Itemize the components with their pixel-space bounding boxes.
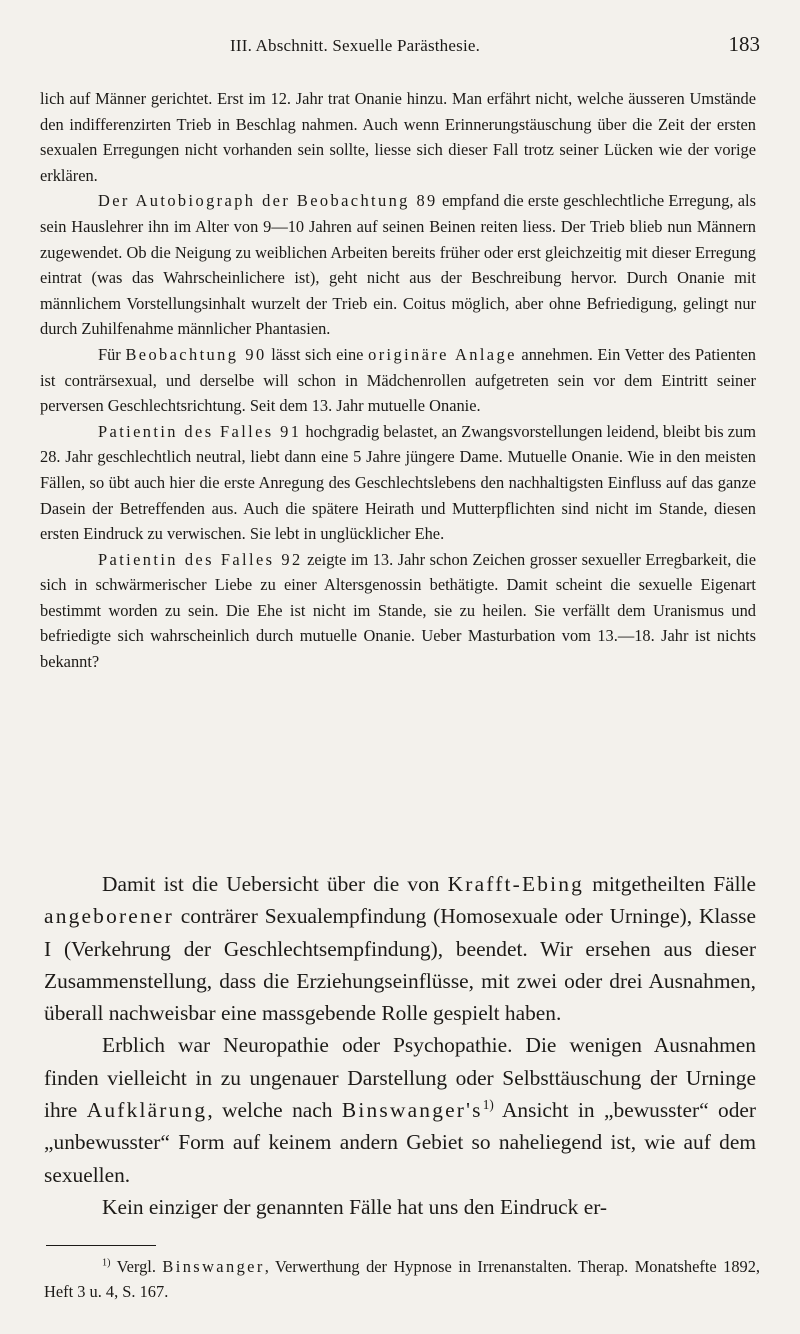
- footnote-text: $^{1)}$ Vergl. Binswanger, Verwerthung der Hypnose in Irrenanstalten. Therap. Monatshefte 1892, Heft 3 u. 4, S. 167.: [44, 1257, 760, 1301]
- footnote: [44, 1254, 760, 1304]
- running-title: III. Abschnitt. Sexuelle Parästhesie.: [230, 36, 481, 55]
- paragraph-observation-90: Für Beobachtung 90 lässt sich eine originäre Anlage annehmen. Ein Vetter des Patienten ist conträrsexual, und derselbe will schon in Mädchenrollen aufgetreten sein vor dem Eintritt seiner perversen Geschlechtsrichtung. Seit dem 13. Jahr mutuelle Onanie.: [40, 344, 756, 416]
- paragraph-heredity: Erblich war Neuropathie oder Psychopathie. Die wenigen Ausnahmen finden vielleicht in zu ungenauer Darstellung oder Selbsttäuschung der Urninge ihre Aufklärung, welche nach $Binswanger's^{1)}$ Ansicht in „bewusster“ oder „unbewusster“ Form auf keinem andern Gebiet so naheliegend ist, wie auf dem sexuellen.: [44, 1033, 757, 1187]
- paragraph-summary: Damit ist die Uebersicht über die von Krafft-Ebing mitgetheilten Fälle angeborener conträrer Sexualempfindung (Homosexuale oder Urninge), Klasse I (Verkehrung der Geschlechtsempfindung), beendet. Wir ersehen aus dieser Zusammenstellung, dass die Erziehungseinflüsse, mit zwei oder drei Ausnahmen, überall nachweisbar eine massgebende Rolle gespielt haben.: [44, 872, 756, 1026]
- page-number: 183: [728, 32, 760, 56]
- paragraph-continued: lich auf Männer gerichtet. Erst im 12. Jahr trat Onanie hinzu. Man erfährt nicht, welche äusseren Umstände den indifferenzirten Trieb in Beschlag nahmen. Auch wenn Erinnerungstäuschung über die Zeit der ersten sexualen Erregungen nicht vorhanden sein sollte, liesse sich dieser Fall trotz seiner Lücken wie der vorige erklären.: [40, 89, 756, 185]
- paragraph-closing: Kein einziger der genannten Fälle hat uns den Eindruck er-: [102, 1194, 608, 1219]
- paragraph-observation-89: Der Autobiograph der Beobachtung 89 empfand die erste geschlechtliche Erregung, als sein Hauslehrer ihn im Alter von 9—10 Jahren auf seinen Beinen reiten liess. Der Trieb blieb nun Männern zugewendet. Ob die Neigung zu weiblichen Arbeiten bereits früher oder erst gleichzeitig mit dieser Erregung eintrat (was das Wahrscheinlichere ist), geht nicht aus der Beschreibung hervor. Durch Onanie mit männlichem Vorstellungsinhalt wurzelt der Trieb ein. Coitus möglich, aber ohne Befriedigung, gelingt nur durch Zuhilfenahme männlicher Phantasien.: [40, 191, 756, 339]
- footnote-reference: 1): [482, 1096, 494, 1112]
- paragraph-case-91: Patientin des Falles 91 hochgradig belastet, an Zwangsvorstellungen leidend, bleibt bis zum 28. Jahr geschlechtlich neutral, liebt dann eine 5 Jahre jüngere Dame. Mutuelle Onanie. Wie in den meisten Fällen, so übt auch hier die erste Anregung des Geschlechtslebens den nachhaltigsten Einfluss auf das ganze Dasein der Betreffenden aus. Auch die spätere Heirath und Mutterpflichten sind nicht im Stande, diesen ersten Eindruck zu verwischen. Sie lebt in unglücklicher Ehe.: [40, 421, 756, 544]
- case-notes-block: [40, 86, 756, 675]
- footnote-marker: 1): [102, 1257, 111, 1269]
- running-header: [40, 32, 760, 62]
- paragraph-case-92: Patientin des Falles 92 zeigte im 13. Jahr schon Zeichen grosser sexueller Erregbarkeit, die sich in schwärmerischer Liebe zu einer Altersgenossin bethätigte. Damit scheint die sexuelle Eigenart bestimmt worden zu sein. Die Ehe ist nicht im Stande, sie zu heilen. Sie verfällt dem Uranismus und befriedigte sich wahrscheinlich durch mutuelle Onanie. Ueber Masturbation vom 13.—18. Jahr ist nichts bekannt?: [40, 549, 756, 672]
- footnote-divider: [46, 1245, 156, 1246]
- main-text-block: [44, 868, 756, 1223]
